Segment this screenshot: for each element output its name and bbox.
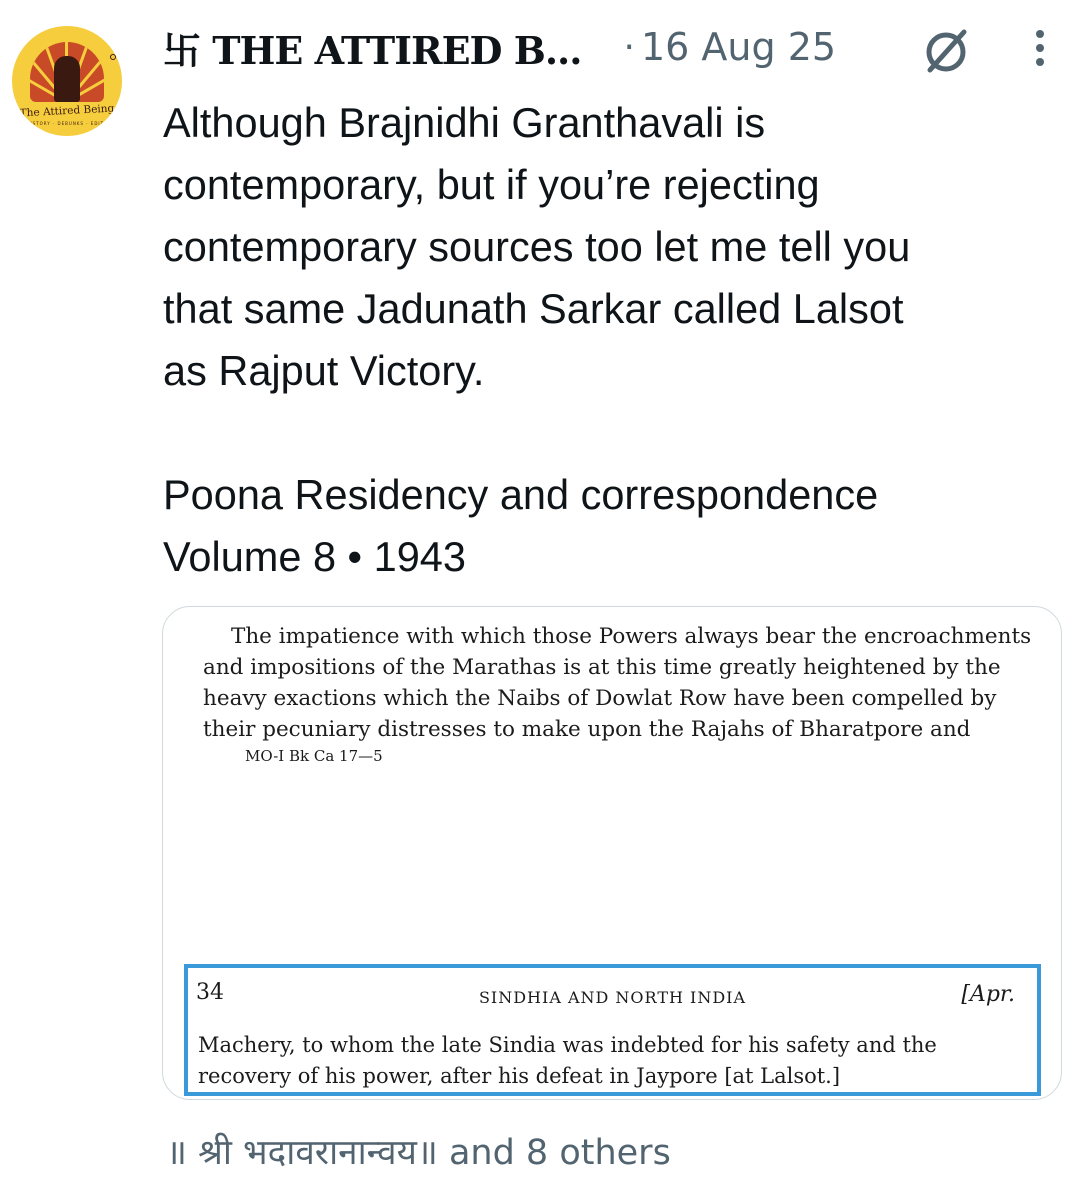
tweet-paragraph: Poona Residency and correspondence Volume 8 • 1943 — [163, 471, 879, 580]
tweet-text — [163, 92, 1053, 588]
more-options-icon[interactable] — [1028, 26, 1052, 74]
registered-mark-icon — [110, 54, 116, 60]
highlighted-text — [198, 1030, 1018, 1092]
highlighted-excerpt — [184, 964, 1041, 1096]
scan-line: recovery of his power, after his defeat in Jaypore [at Lalsot.] — [198, 1064, 841, 1088]
scan-line: and impositions of the Marathas is at this time greatly heightened by the — [203, 655, 1001, 680]
author-name[interactable]: 卐 THE ATTIRED B... — [163, 27, 582, 73]
running-title: SINDHIA AND NORTH INDIA — [478, 988, 747, 1007]
avatar[interactable] — [12, 26, 122, 136]
grok-icon[interactable] — [920, 24, 972, 76]
tweet-date[interactable]: 16 Aug 25 — [640, 25, 837, 69]
tweet-header — [163, 22, 836, 72]
avatar-brand-text: The Attired Being — [19, 102, 115, 120]
avatar-sub-text: HISTORY · DEBUNKS · EDITS — [26, 121, 108, 126]
margin-mark: [Apr. — [961, 982, 1015, 1007]
avatar-figure-silhouette — [54, 56, 80, 102]
tweet-paragraph: Although Brajnidhi Granthavali is contemporary, but if you’re rejecting contemporary sources too let me tell you that same Jadunath Sarkar called Lalsot as Rajput Victory. — [163, 99, 911, 394]
scan-line: The impatience with which those Powers always bear the encroachments — [231, 624, 1032, 649]
header-separator: · — [623, 26, 635, 68]
liked-by-text[interactable]: ॥ श्री भदावरानान्वय॥ and 8 others — [166, 1133, 671, 1173]
tweet-image[interactable] — [162, 606, 1062, 1100]
scan-line: their pecuniary distresses to make upon the Rajahs of Bharatpore and — [203, 717, 971, 742]
scan-reference: MO-I Bk Ca 17—5 — [245, 747, 383, 765]
scan-line: heavy exactions which the Naibs of Dowlat Row have been compelled by — [203, 686, 997, 711]
scan-line: Machery, to whom the late Sindia was indebted for his safety and the — [198, 1033, 937, 1057]
scanned-text-top — [203, 621, 1032, 745]
page-number: 34 — [196, 980, 224, 1005]
